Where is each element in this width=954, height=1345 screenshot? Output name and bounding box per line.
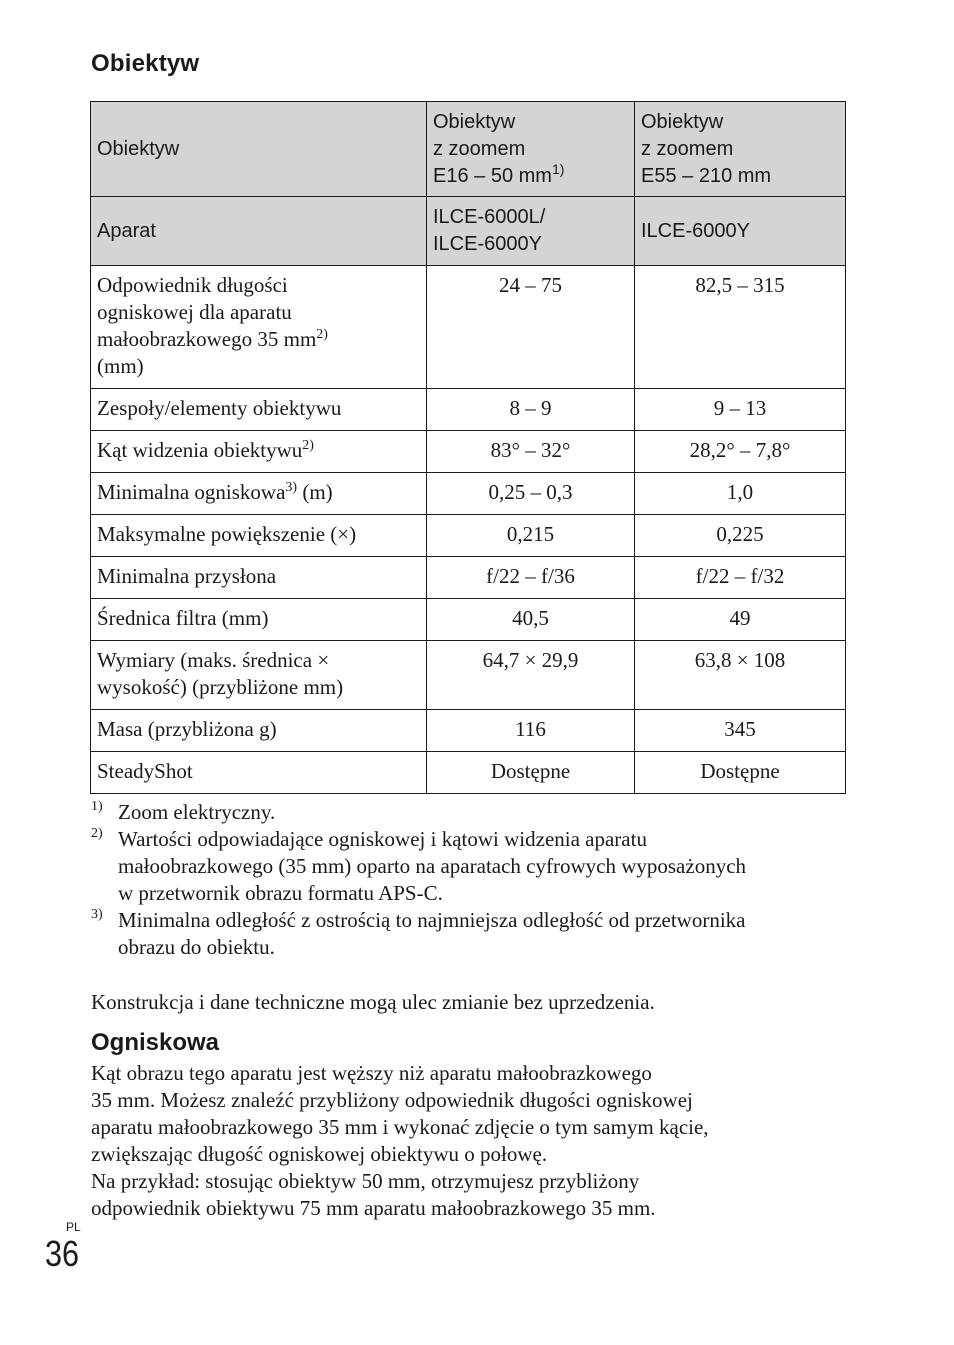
table-header-lens xyxy=(91,102,846,197)
row-label: Minimalna ogniskowa$^{3)}$ (m) xyxy=(91,473,427,515)
lens-spec-table xyxy=(90,101,846,794)
row-value-lens-2: 82,5 – 315 xyxy=(635,266,846,389)
row-value-lens-1: 64,7 × 29,9 xyxy=(427,641,635,710)
row-label: Średnica filtra (mm) xyxy=(91,599,427,641)
table-row xyxy=(91,641,846,710)
row-value-lens-1: 0,25 – 0,3 xyxy=(427,473,635,515)
page-number: 36 xyxy=(45,1233,80,1274)
row-value-lens-1: 83° – 32° xyxy=(427,431,635,473)
table-header-camera xyxy=(91,197,846,266)
row-value-lens-2: 49 xyxy=(635,599,846,641)
table-row xyxy=(91,710,846,752)
body-paragraph: Kąt obrazu tego aparatu jest węższy niż aparatu małoobrazkowego 35 mm. Możesz znaleźć przybliżony odpowiednik długości ogniskowej aparatu małoobrazkowego 35 mm i wykonać zdjęcie o tym samym kącie, zwiększając długość ogniskowej obiektywu o połowę. Na przykład: stosując obiektyw 50 mm, otrzymujesz przybliżony odpowiednik obiektywu 75 mm aparatu małoobrazkowego 35 mm. xyxy=(91,1061,709,1220)
table-row xyxy=(91,557,846,599)
row-value-lens-1: 40,5 xyxy=(427,599,635,641)
table-row xyxy=(91,389,846,431)
row-value-lens-2: Dostępne xyxy=(635,752,846,794)
row-value-lens-1: f/22 – f/36 xyxy=(427,557,635,599)
header-label-lens: Obiektyw xyxy=(91,102,427,197)
row-value-lens-1: 116 xyxy=(427,710,635,752)
row-value-lens-2: 9 – 13 xyxy=(635,389,846,431)
table-row xyxy=(91,515,846,557)
row-value-lens-2: 0,225 xyxy=(635,515,846,557)
row-value-lens-1: 8 – 9 xyxy=(427,389,635,431)
row-label: Maksymalne powiększenie (×) xyxy=(91,515,427,557)
table-row xyxy=(91,473,846,515)
subsection-title: Ogniskowa xyxy=(91,1029,220,1056)
row-label: Minimalna przysłona xyxy=(91,557,427,599)
row-label: SteadyShot xyxy=(91,752,427,794)
row-value-lens-2: 1,0 xyxy=(635,473,846,515)
header-camera-1: ILCE-6000L/ ILCE-6000Y xyxy=(427,197,635,266)
row-label: Odpowiednik długości ogniskowej dla aparatu małoobrazkowego 35 $mm^{2)}$ (mm) xyxy=(91,266,427,389)
table-row xyxy=(91,266,846,389)
footnote-2: 2) Wartości odpowiadające ogniskowej i kątowi widzenia aparatu małoobrazkowego (35 mm) oparto na aparatach cyfrowych wyposażonych w przetwornik obrazu formatu APS-C. xyxy=(91,826,747,905)
footnote-3: 3) Minimalna odległość z ostrością to najmniejsza odległość od przetwornika obrazu do obiektu. xyxy=(91,907,746,959)
table-row xyxy=(91,599,846,641)
row-label: Kąt widzenia obiektywu$^{2)}$ xyxy=(91,431,427,473)
row-value-lens-1: 24 – 75 xyxy=(427,266,635,389)
row-value-lens-2: 345 xyxy=(635,710,846,752)
row-value-lens-1: Dostępne xyxy=(427,752,635,794)
header-camera-2: ILCE-6000Y xyxy=(635,197,846,266)
row-value-lens-2: 63,8 × 108 xyxy=(635,641,846,710)
header-lens-1: Obiektyw z zoomem E16 – 50 $mm^{1)}$ xyxy=(427,102,635,197)
table-row xyxy=(91,752,846,794)
row-value-lens-2: f/22 – f/32 xyxy=(635,557,846,599)
row-label: Masa (przybliżona g) xyxy=(91,710,427,752)
table-row xyxy=(91,431,846,473)
page-language-code: PL xyxy=(66,1220,81,1234)
row-value-lens-2: 28,2° – 7,8° xyxy=(635,431,846,473)
row-label: Wymiary (maks. średnica × wysokość) (przybliżone mm) xyxy=(91,641,427,710)
header-label-camera: Aparat xyxy=(91,197,427,266)
notice-text: Konstrukcja i dane techniczne mogą ulec zmianie bez uprzedzenia. xyxy=(91,990,655,1014)
row-label: Zespoły/elementy obiektywu xyxy=(91,389,427,431)
section-title: Obiektyw xyxy=(91,50,200,77)
row-value-lens-1: 0,215 xyxy=(427,515,635,557)
header-lens-2: Obiektyw z zoomem E55 – 210 mm xyxy=(635,102,846,197)
footnote-1: 1) Zoom elektryczny. xyxy=(91,799,276,824)
